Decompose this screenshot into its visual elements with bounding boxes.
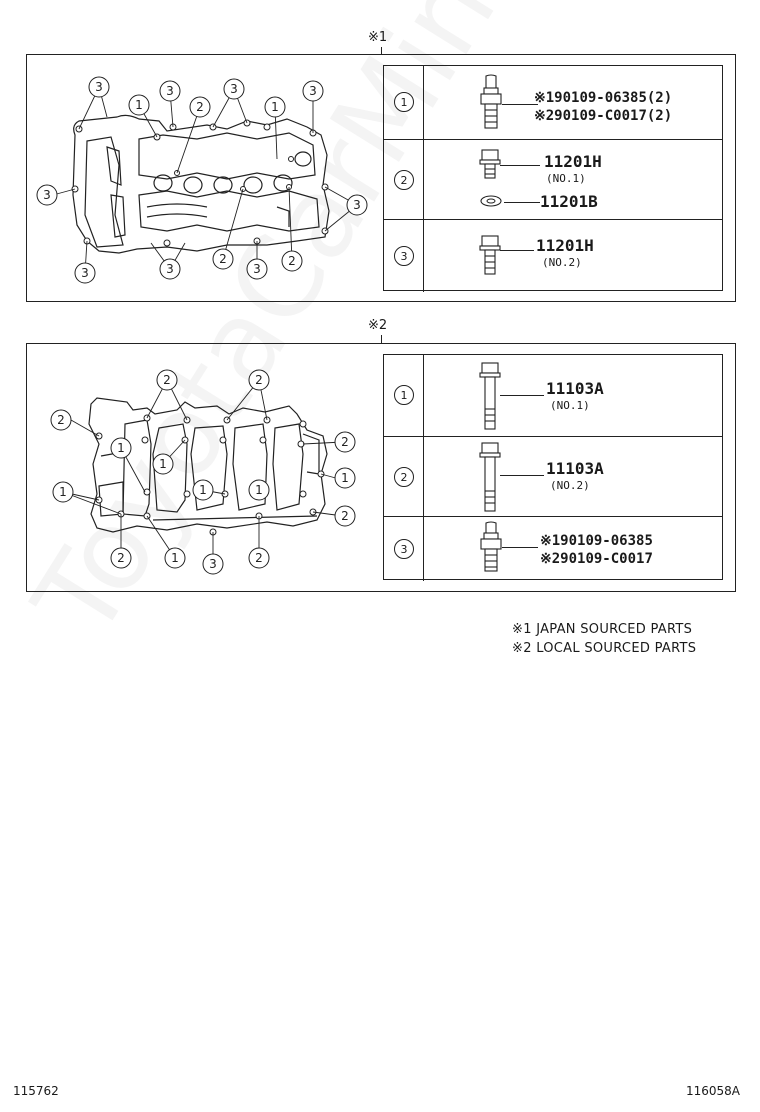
table1-row-3-part: 11201H (536, 236, 594, 255)
table1-row-3-note: (NO.2) (542, 256, 582, 269)
section2-panel (26, 343, 736, 592)
table2-row-3 (384, 517, 722, 581)
section2-header: ※2 (368, 318, 388, 333)
callout2-m: 2 (117, 551, 125, 565)
callout-i: 3 (81, 266, 89, 280)
cylinder-head-diagram (27, 344, 377, 593)
callout2-c: 2 (57, 413, 65, 427)
table1-row-1-part-2: ※290109-C0017(2) (534, 108, 673, 124)
table2-row-1-part: 11103A (546, 379, 604, 398)
cylinder-head-cover-diagram (27, 55, 377, 303)
note-local-sourced: ※2 LOCAL SOURCED PARTS (512, 641, 697, 656)
callout2-h: 1 (59, 485, 67, 499)
table2-row-2-note: (NO.2) (550, 479, 590, 492)
section1-header: ※1 (368, 30, 388, 45)
callout-m: 2 (219, 252, 227, 266)
table1-row-2-part-2: 11201B (540, 192, 598, 211)
callout-k: 3 (253, 262, 261, 276)
head-bolt-long-icon (478, 441, 504, 515)
callout-j: 3 (166, 262, 174, 276)
callout2-k: 2 (341, 509, 349, 523)
callout2-f: 1 (199, 483, 207, 497)
note-japan-sourced: ※1 JAPAN SOURCED PARTS (512, 622, 693, 637)
table2-row-2-part: 11103A (546, 459, 604, 478)
table1-row-3-index: 3 (394, 246, 414, 266)
table1-row-1 (384, 66, 722, 140)
stud-bolt-icon (476, 521, 506, 577)
callout2-e: 1 (159, 457, 167, 471)
callout2-j: 1 (341, 471, 349, 485)
callout-a: 3 (95, 80, 103, 94)
footer-left-code: 115762 (13, 1084, 59, 1098)
callout2-n: 3 (209, 557, 217, 571)
callout2-o: 2 (255, 551, 263, 565)
table2-row-2-index: 2 (394, 467, 414, 487)
table2-row-3-index: 3 (394, 539, 414, 559)
footer-right-code: 116058A (686, 1084, 741, 1098)
table2-row-3-part-1: ※190109-06385 (540, 533, 653, 549)
callout2-l: 1 (171, 551, 179, 565)
callout-l: 3 (353, 198, 361, 212)
section2-parts-table (383, 354, 723, 580)
table1-row-1-part-1: ※190109-06385(2) (534, 90, 673, 106)
callout2-b: 2 (255, 373, 263, 387)
table1-row-3 (384, 220, 722, 292)
callout2-g: 1 (255, 483, 263, 497)
callout2-a: 2 (163, 373, 171, 387)
table2-row-2 (384, 437, 722, 517)
table2-row-1-index: 1 (394, 385, 414, 405)
callout-c: 3 (230, 82, 238, 96)
callout-h: 1 (271, 100, 279, 114)
section1-parts-table (383, 65, 723, 291)
callout-e: 3 (43, 188, 51, 202)
head-bolt-short-icon (478, 361, 504, 433)
table1-row-2-part-1-note: (NO.1) (546, 172, 586, 185)
table2-row-1-note: (NO.1) (550, 399, 590, 412)
table1-row-2-index: 2 (394, 170, 414, 190)
table1-row-2-part-1: 11201H (544, 152, 602, 171)
table2-row-1 (384, 355, 722, 437)
callout-b: 3 (166, 84, 174, 98)
bolt-long-icon (478, 234, 504, 278)
table2-row-3-part-2: ※290109-C0017 (540, 551, 653, 567)
washer-icon (476, 194, 506, 208)
callout2-d: 1 (117, 441, 125, 455)
callout-f: 1 (135, 98, 143, 112)
callout-d: 3 (309, 84, 317, 98)
table1-row-1-index: 1 (394, 92, 414, 112)
callout2-i: 2 (341, 435, 349, 449)
table1-row-2 (384, 140, 722, 220)
callout-n: 2 (288, 254, 296, 268)
section1-panel (26, 54, 736, 302)
callout-g: 2 (196, 100, 204, 114)
